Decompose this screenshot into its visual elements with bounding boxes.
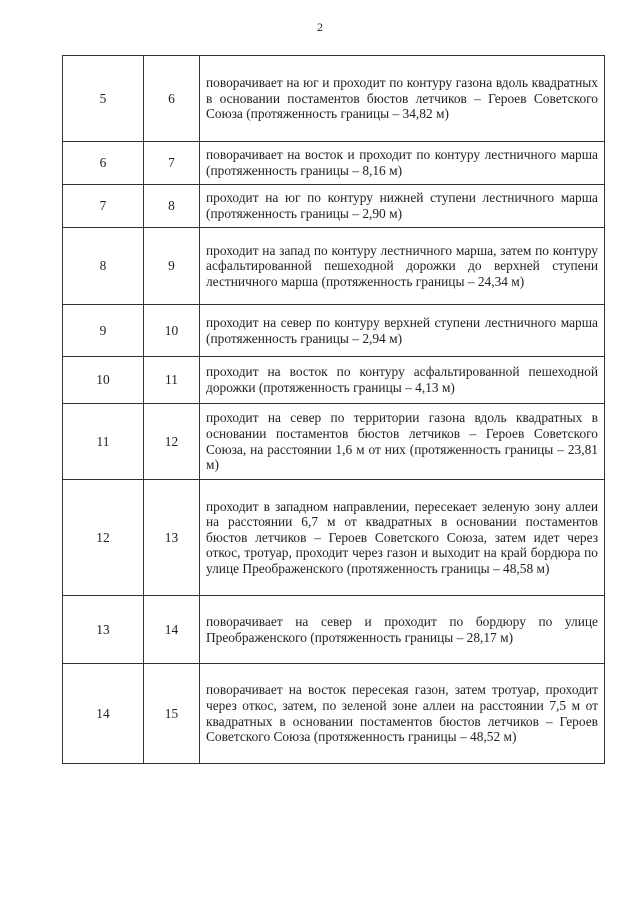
boundary-description-text: поворачивает на юг и проходит по контуру газона вдоль квадратных в основании постаментов бюстов летчиков – Героев Советского Союза (протяженность границы – 34,82 м)	[206, 75, 598, 122]
table-row	[63, 305, 605, 357]
table-row	[63, 357, 605, 404]
point-to-cell: 6	[144, 56, 200, 142]
point-from-cell: 6	[63, 142, 144, 185]
boundary-description-cell	[200, 480, 605, 596]
point-to-cell: 9	[144, 228, 200, 305]
boundary-description-text: проходит на юг по контуру нижней ступени лестничного марша (протяженность границы – 2,90 м)	[206, 190, 598, 221]
boundary-description-cell	[200, 596, 605, 664]
table-row	[63, 185, 605, 228]
boundary-description-text: проходит на север по контуру верхней ступени лестничного марша (протяженность границы – 2,94 м)	[206, 314, 598, 346]
point-to-cell: 13	[144, 480, 200, 596]
table-row	[63, 596, 605, 664]
point-from-cell: 12	[63, 480, 144, 596]
boundary-description-text: поворачивает на север и проходит по бордюру по улице Преображенского (протяженность границы – 28,17 м)	[206, 613, 598, 645]
point-from-cell: 7	[63, 185, 144, 228]
point-from-cell: 14	[63, 664, 144, 764]
boundary-description-cell	[200, 404, 605, 480]
table-row	[63, 142, 605, 185]
boundary-description-cell	[200, 664, 605, 764]
boundary-description-text: проходит на восток по контуру асфальтированной пешеходной дорожки (протяженность границы – 4,13 м)	[206, 364, 598, 395]
point-to-cell: 7	[144, 142, 200, 185]
table-row	[63, 228, 605, 305]
point-to-cell: 14	[144, 596, 200, 664]
boundary-description-cell	[200, 305, 605, 357]
boundary-description-text: поворачивает на восток и проходит по контуру лестничного марша (протяженность границы – 8,16 м)	[206, 147, 598, 178]
point-from-cell: 9	[63, 305, 144, 357]
point-from-cell: 8	[63, 228, 144, 305]
table-row	[63, 56, 605, 142]
boundary-description-text: проходит на север по территории газона вдоль квадратных в основании постаментов бюстов летчиков – Героев Советского Союза, на расстоянии 1,6 м от них (протяженность границы – 23,81 м)	[206, 410, 598, 473]
boundary-description-text: поворачивает на восток пересекая газон, затем тротуар, проходит через откос, затем, по зеленой зоне аллеи на расстоянии 7,5 м от квадратных в основании постаментов бюстов летчиков – Героев Советского Союза (протяженность границы – 48,52 м)	[206, 682, 598, 745]
boundary-description-text: проходит в западном направлении, пересекает зеленую зону аллеи на расстоянии 6,7 м от квадратных в основании постаментов бюстов летчиков – Героев Советского Союза, затем идет через откос, тротуар, проходит через газон и выходит на край бордюра по улице Преображенского (протяженность границы – 48,58 м)	[206, 498, 598, 576]
boundary-description-text: проходит на запад по контуру лестничного марша, затем по контуру асфальтированной пешеходной дорожки до верхней ступени лестничного марша (протяженность границы – 24,34 м)	[206, 242, 598, 289]
boundary-description-cell	[200, 142, 605, 185]
table-row	[63, 480, 605, 596]
point-from-cell: 5	[63, 56, 144, 142]
point-to-cell: 12	[144, 404, 200, 480]
point-to-cell: 15	[144, 664, 200, 764]
boundary-description-cell	[200, 228, 605, 305]
table-row	[63, 404, 605, 480]
boundary-description-table	[62, 55, 605, 764]
page-number: 2	[317, 20, 323, 34]
point-from-cell: 10	[63, 357, 144, 404]
point-from-cell: 11	[63, 404, 144, 480]
point-to-cell: 8	[144, 185, 200, 228]
boundary-description-cell	[200, 56, 605, 142]
boundary-description-cell	[200, 185, 605, 228]
table-row	[63, 664, 605, 764]
point-to-cell: 10	[144, 305, 200, 357]
boundary-description-cell	[200, 357, 605, 404]
point-from-cell: 13	[63, 596, 144, 664]
point-to-cell: 11	[144, 357, 200, 404]
